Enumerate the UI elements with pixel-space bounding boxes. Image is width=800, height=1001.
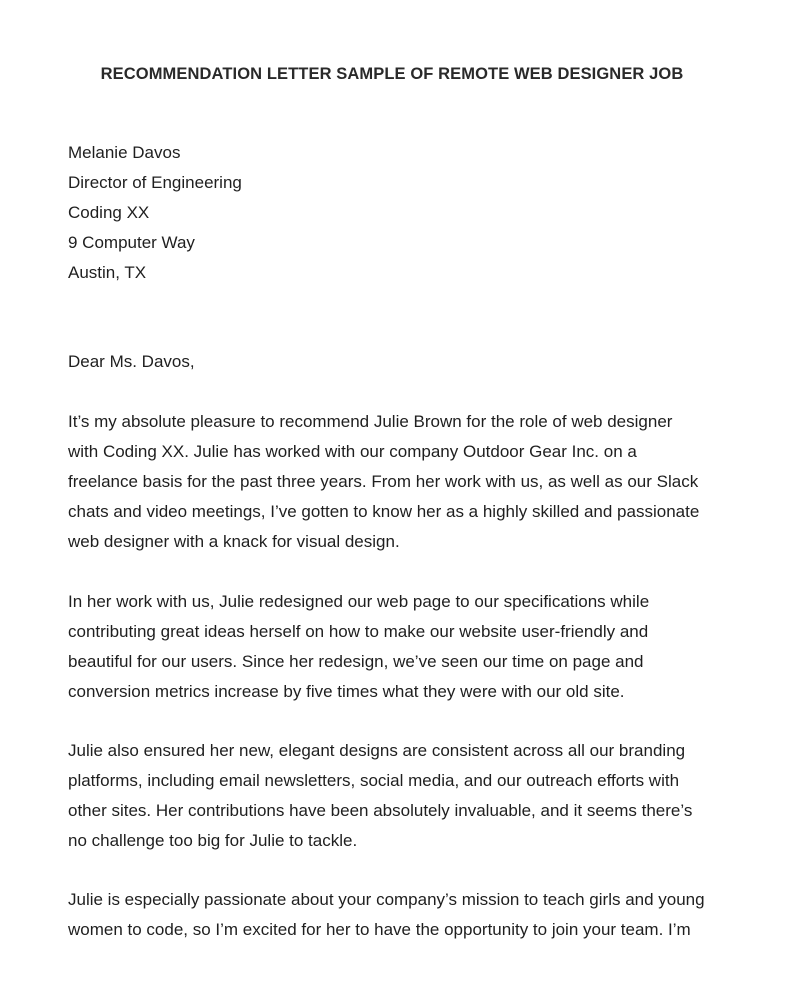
paragraph-line: chats and video meetings, I’ve gotten to know her as a highly skilled and passionate [68, 502, 700, 521]
paragraph-line: web designer with a knack for visual design. [68, 532, 400, 551]
paragraph-line: women to code, so I’m excited for her to have the opportunity to join your team. I’m [68, 920, 691, 939]
recipient-position: Director of Engineering [68, 173, 242, 192]
salutation: Dear Ms. Davos, [68, 352, 195, 371]
recipient-city: Austin, TX [68, 263, 147, 282]
recipient-company: Coding XX [68, 203, 150, 222]
paragraph-line: Julie also ensured her new, elegant designs are consistent across all our branding [68, 741, 686, 760]
body-paragraph-4 [68, 885, 728, 945]
paragraph-line: no challenge too big for Julie to tackle. [68, 831, 358, 850]
body-paragraph-2 [68, 587, 728, 707]
document-title: RECOMMENDATION LETTER SAMPLE OF REMOTE WEB DESIGNER JOB [100, 65, 684, 83]
paragraph-line: platforms, including email newsletters, social media, and our outreach efforts with [68, 771, 680, 790]
paragraph-line: Julie is especially passionate about your company’s mission to teach girls and young [68, 890, 705, 909]
body-paragraph-3 [68, 736, 728, 856]
paragraph-line: contributing great ideas herself on how to make our website user-friendly and [68, 622, 649, 641]
paragraph-line: beautiful for our users. Since her redesign, we’ve seen our time on page and [68, 652, 644, 671]
recipient-address-block [68, 138, 728, 288]
body-paragraph-1 [68, 407, 728, 557]
paragraph-line: with Coding XX. Julie has worked with our company Outdoor Gear Inc. on a [68, 442, 637, 461]
paragraph-line: conversion metrics increase by five times what they were with our old site. [68, 682, 625, 701]
recipient-street: 9 Computer Way [68, 233, 195, 252]
paragraph-line: It’s my absolute pleasure to recommend Julie Brown for the role of web designer [68, 412, 673, 431]
recipient-name: Melanie Davos [68, 143, 181, 162]
paragraph-line: freelance basis for the past three years. From her work with us, as well as our Slack [68, 472, 699, 491]
paragraph-line: In her work with us, Julie redesigned our web page to our specifications while [68, 592, 650, 611]
paragraph-line: other sites. Her contributions have been absolutely invaluable, and it seems there’s [68, 801, 693, 820]
